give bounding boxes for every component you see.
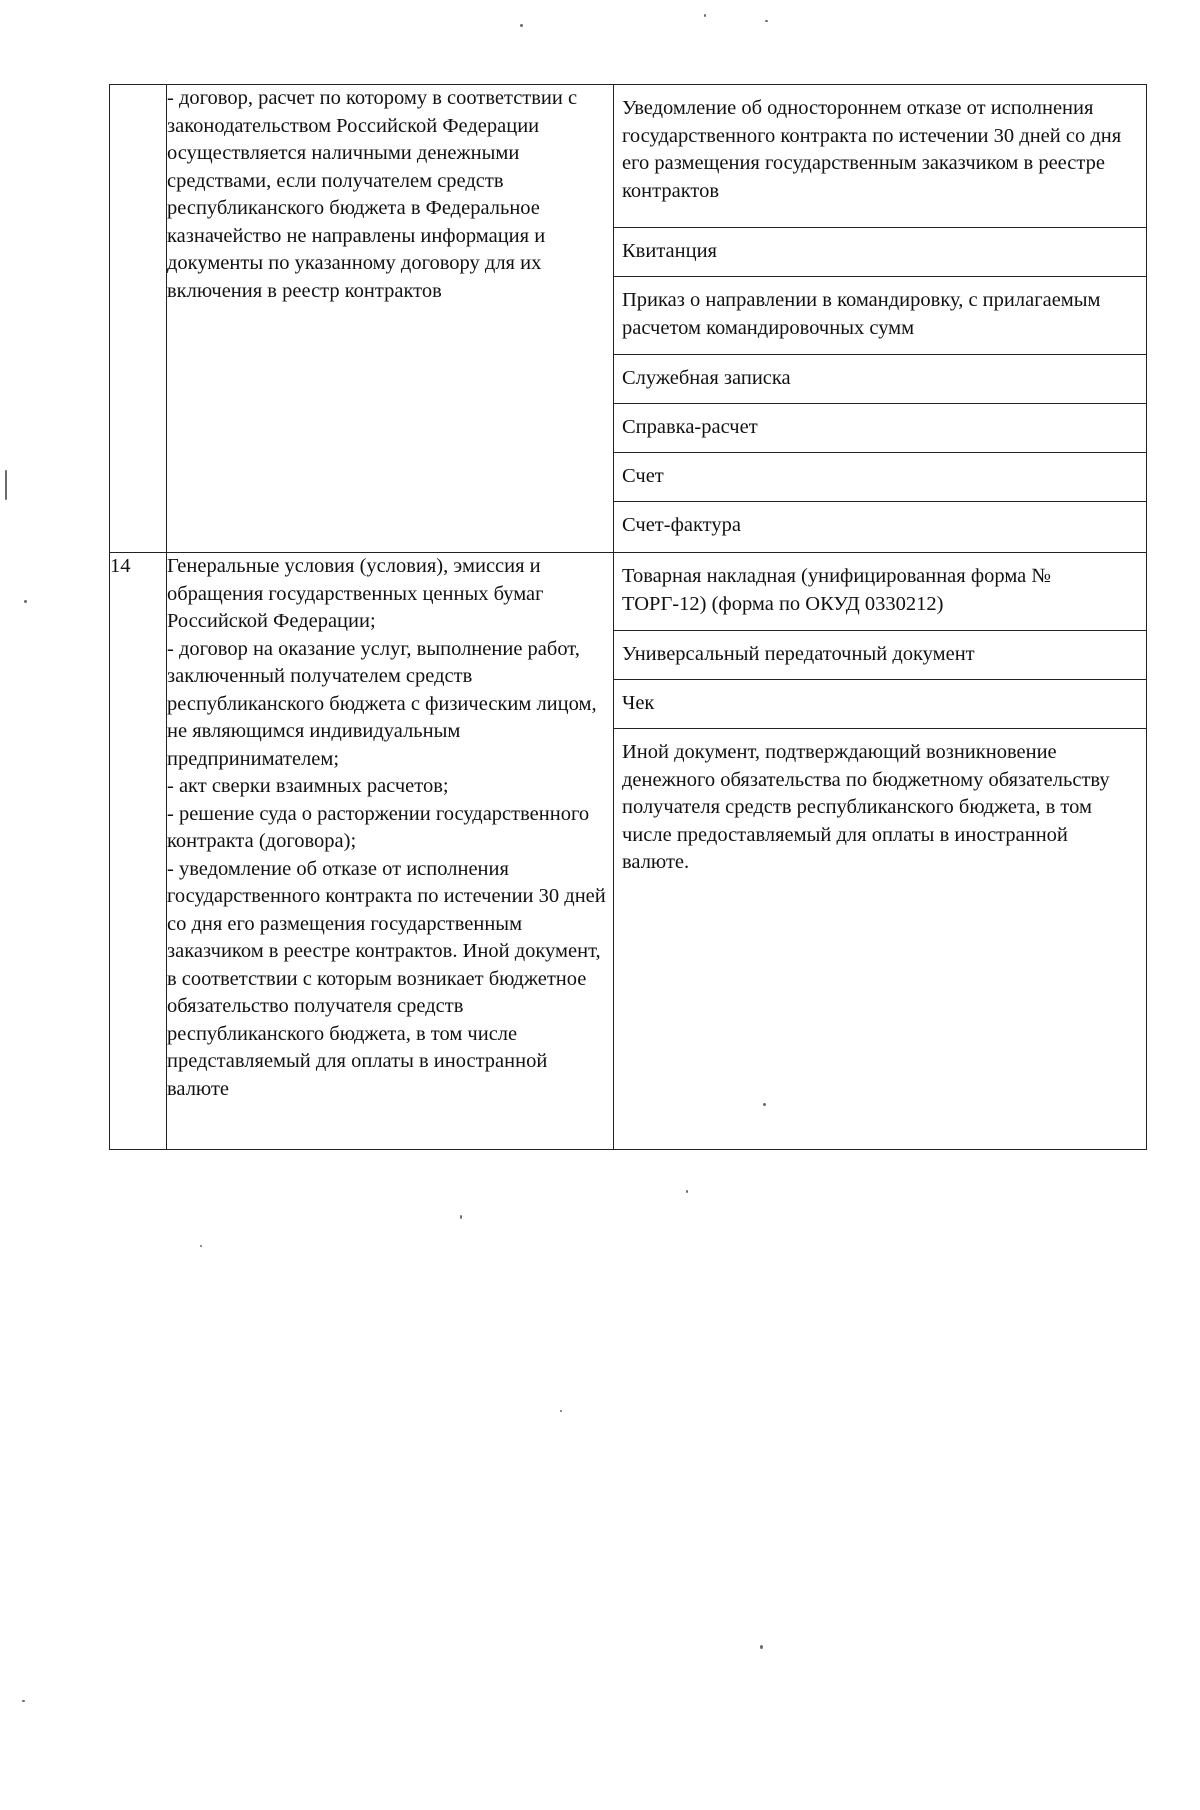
- table-row: [110, 85, 1147, 553]
- scan-speck: [200, 1245, 202, 1247]
- row-number: 14: [110, 555, 131, 577]
- obligation-description-cell: [167, 85, 614, 553]
- scan-speck: [460, 1215, 462, 1219]
- scan-speck: [760, 1645, 763, 1649]
- scan-speck: [24, 600, 27, 603]
- scan-speck: [765, 20, 768, 22]
- document-item: Счет-фактура: [622, 514, 741, 536]
- document-item: Чек: [614, 680, 1146, 729]
- table-row: [110, 553, 1147, 1150]
- document-item: Иной документ, подтверждающий возникновение денежного обязательства по бюджетному обязательству получателя средств республиканского бюджета, в том числе предоставляемый для оплаты в иностранной валюте.: [622, 741, 1110, 873]
- description-paragraph: - решение суда о расторжении государственного контракта (договора);: [167, 802, 590, 852]
- row-number-cell: [110, 85, 167, 553]
- budget-documents-table: [109, 84, 1147, 1150]
- document-item: Уведомление об одностороннем отказе от исполнения государственного контракта по истечении 30 дней со дня его размещения государственным заказчиком в реестре контрактов: [614, 85, 1146, 228]
- description-paragraph: - договор на оказание услуг, выполнение работ, заключенный получателем средств республиканского бюджета с физическим лицом, не являющимся индивидуальным предпринимателем;: [167, 637, 597, 770]
- document-item: Приказ о направлении в командировку, с прилагаемым расчетом командировочных сумм: [614, 277, 1146, 355]
- document-item: Справка-расчет: [614, 404, 1146, 453]
- scan-speck: [763, 1103, 766, 1106]
- document-item: Квитанция: [614, 228, 1146, 277]
- documents-cell: [614, 85, 1147, 553]
- scan-speck: [686, 1190, 688, 1193]
- scan-speck: [22, 1700, 25, 1702]
- scan-speck: [704, 14, 706, 17]
- scan-speck: [560, 1410, 562, 1412]
- scan-speck: [5, 470, 7, 500]
- document-item: Счет: [614, 453, 1146, 502]
- description-paragraph: Генеральные условия (условия), эмиссия и обращения государственных ценных бумаг Российской Федерации;: [167, 555, 544, 632]
- document-item: Товарная накладная (унифицированная форма № ТОРГ-12) (форма по ОКУД 0330212): [614, 553, 1146, 631]
- row-number-cell: [110, 553, 167, 1150]
- obligation-description-cell: [167, 553, 614, 1150]
- description-paragraph: - уведомление об отказе от исполнения государственного контракта по истечении 30 дней со дня его размещения государственным заказчиком в реестре контрактов. Иной документ, в соответствии с которым возникает бюджетное обязательство получателя средств республиканского бюджета, в том числе представляемый для оплаты в иностранной валюте: [167, 857, 606, 1100]
- document-item: Служебная записка: [614, 355, 1146, 404]
- scan-speck: [520, 24, 523, 27]
- description-paragraph: - акт сверки взаимных расчетов;: [167, 775, 449, 797]
- document-item: Универсальный передаточный документ: [614, 631, 1146, 680]
- documents-cell: [614, 553, 1147, 1150]
- description-paragraph: - договор, расчет по которому в соответствии с законодательством Российской Федерации осуществляется наличными денежными средствами, если получателем средств республиканского бюджета в Федеральное казначейство не направлены информация и документы по указанному договору для их включения в реестр контрактов: [167, 87, 578, 302]
